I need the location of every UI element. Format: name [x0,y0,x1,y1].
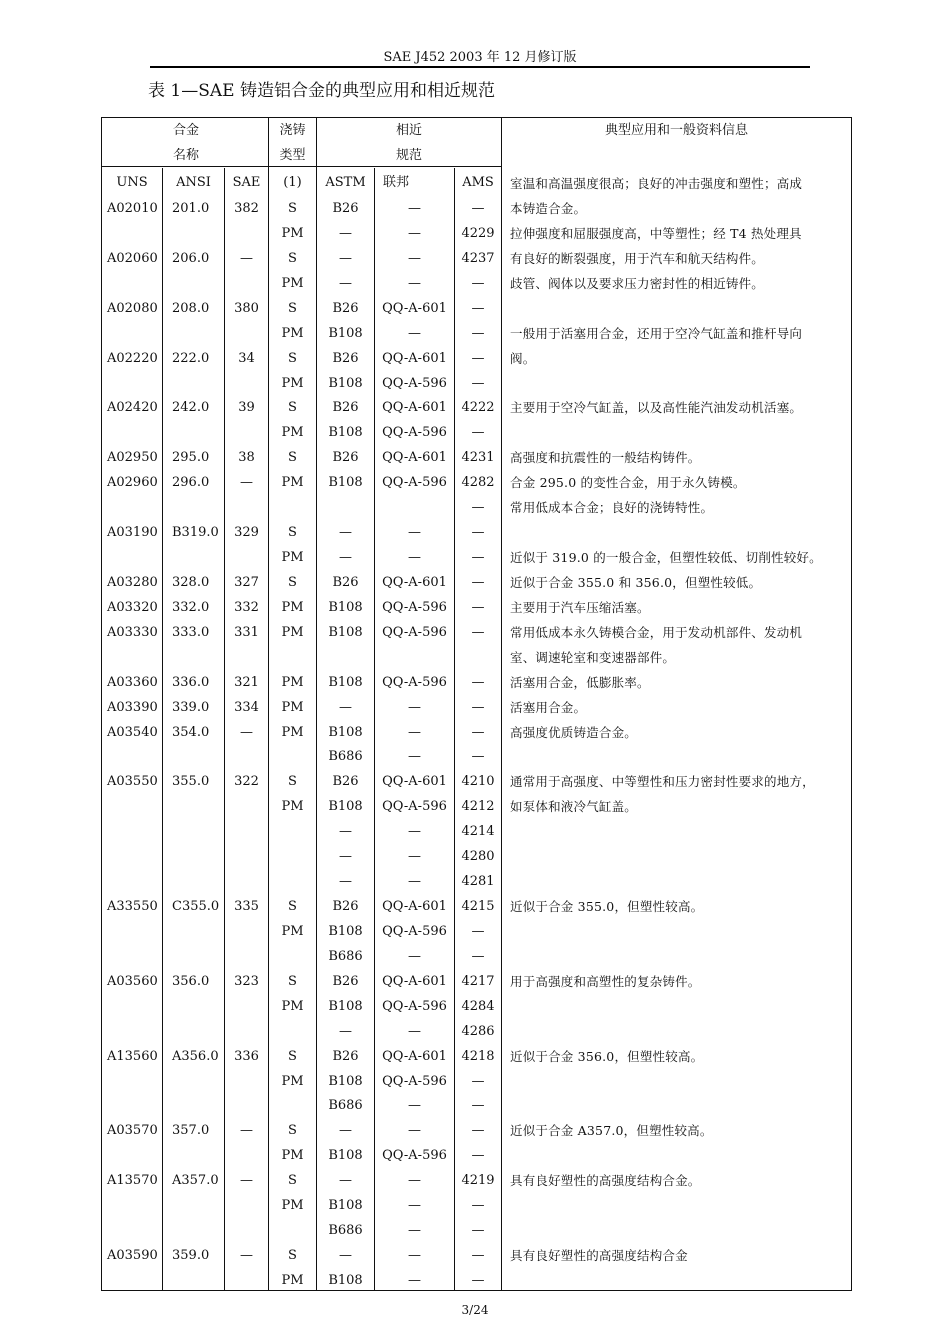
head-spec-line1: 相近 [395,123,422,138]
cell-ams: 4284 [461,999,495,1014]
cell-astm: B108 [328,999,363,1014]
cell-cast: S [288,351,297,366]
cell-astm: — [339,874,352,889]
cell-application-note: 用于高强度和高塑性的复杂铸件。 [510,974,701,989]
cell-sae: 329 [234,525,259,540]
cell-federal: QQ-A-596 [382,425,447,440]
cell-ams: — [471,600,485,615]
subhead-ansi: ANSI [176,175,211,190]
cell-federal: — [408,1173,421,1188]
cell-astm: B108 [328,924,363,939]
cell-uns: A03390 [107,700,158,715]
cell-ansi: 296.0 [172,475,210,490]
cell-cast: PM [281,625,304,640]
cell-astm: B26 [332,400,359,415]
cell-cast: PM [281,725,304,740]
cell-federal: QQ-A-596 [382,675,447,690]
cell-application-note: 主要用于空冷气缸盖，以及高性能汽油发动机活塞。 [510,400,803,415]
subhead-sae: SAE [232,175,261,190]
cell-federal: — [408,949,421,964]
cell-cast: PM [281,1148,304,1163]
cell-application-note: 一般用于活塞用合金，还用于空冷气缸盖和推杆导向 [510,326,803,341]
cell-ams: — [471,700,485,715]
cell-ams: 4212 [461,799,495,814]
cell-application-note: 具有良好塑性的高强度结构合金 [510,1248,688,1263]
cell-astm: — [339,550,352,565]
cell-ams: — [471,1074,485,1089]
cell-astm: B108 [328,600,363,615]
cell-federal: QQ-A-601 [382,1049,447,1064]
cell-sae: 334 [234,700,259,715]
cell-ansi: 359.0 [172,1248,210,1263]
cell-ansi: 356.0 [172,974,210,989]
cell-astm: B26 [332,774,359,789]
cell-cast: PM [281,924,304,939]
cell-ams: 4214 [461,824,495,839]
cell-ams: — [471,575,485,590]
cell-ams: — [471,625,485,640]
cell-sae: 331 [234,625,259,640]
cell-astm: — [339,1024,352,1039]
subhead-ams: AMS [462,175,494,190]
cell-uns: A02080 [107,301,158,316]
cell-application-note: 近似于合金 355.0，但塑性较高。 [510,899,704,914]
cell-federal: QQ-A-596 [382,376,447,391]
cell-federal: — [408,1098,421,1113]
cell-ams: 4286 [461,1024,495,1039]
cell-ams: — [471,1123,485,1138]
cell-astm: B108 [328,1148,363,1163]
cell-astm: — [339,849,352,864]
cell-cast: PM [281,326,304,341]
cell-federal: QQ-A-596 [382,799,447,814]
cell-astm: B686 [328,1098,363,1113]
cell-federal: QQ-A-601 [382,351,447,366]
cell-uns: A03360 [107,675,158,690]
cell-application-note: 歧管、阀体以及要求压力密封性的相近铸件。 [510,276,765,291]
cell-ansi: 336.0 [172,675,210,690]
cell-application-note: 高强度优质铸造合金。 [510,725,638,740]
cell-cast: PM [281,799,304,814]
cell-cast: S [288,525,297,540]
cell-sae: 38 [238,450,255,465]
cell-cast: S [288,201,297,216]
cell-ams: — [471,351,485,366]
cell-ams: 4210 [461,774,495,789]
cell-ams: 4222 [461,400,495,415]
cell-astm: — [339,824,352,839]
cell-astm: B108 [328,326,363,341]
cell-federal: QQ-A-601 [382,400,447,415]
cell-uns: A03590 [107,1248,158,1263]
cell-astm: B26 [332,899,359,914]
cell-ams: — [471,1223,485,1238]
cell-ams: — [471,326,485,341]
cell-sae: 327 [234,575,259,590]
cell-ams: — [471,1273,485,1288]
cell-uns: A03570 [107,1123,158,1138]
cell-application-note: 本铸造合金。 [510,201,587,216]
cell-astm: — [339,1173,352,1188]
subhead-federal: 联邦 [383,175,410,190]
cell-uns: A03280 [107,575,158,590]
cell-ams: — [471,550,485,565]
cell-ansi: 242.0 [172,400,210,415]
cell-ams: 4280 [461,849,495,864]
cell-sae: 335 [234,899,259,914]
cell-uns: A02220 [107,351,158,366]
cell-ams: — [471,1148,485,1163]
cell-sae: 380 [234,301,259,316]
table-title: 表 1—SAE 铸造铝合金的典型应用和相近规范 [148,81,495,101]
cell-astm: B686 [328,749,363,764]
cell-ams: — [471,725,485,740]
cell-astm: B26 [332,575,359,590]
cell-sae: 382 [234,201,259,216]
cell-application-note: 如泵体和液冷气缸盖。 [510,799,638,814]
cell-sae: 39 [238,400,255,415]
cell-cast: PM [281,675,304,690]
cell-ams: 4219 [461,1173,495,1188]
cell-ansi: A357.0 [172,1173,219,1188]
cell-ams: — [471,425,485,440]
cell-federal: — [408,276,421,291]
cell-cast: S [288,1248,297,1263]
cell-application-note: 拉伸强度和屈服强度高，中等塑性；经 T4 热处理具 [510,226,802,241]
cell-cast: PM [281,376,304,391]
cell-sae: 336 [234,1049,259,1064]
page-number: 3/24 [461,1303,489,1317]
cell-ams: 4237 [461,251,495,266]
cell-ams: — [471,500,485,515]
cell-federal: — [408,326,421,341]
cell-astm: — [339,1248,352,1263]
subhead-cast: (1) [283,175,302,190]
cell-federal: QQ-A-601 [382,974,447,989]
cell-federal: — [408,1248,421,1263]
cell-ansi: A356.0 [172,1049,219,1064]
cell-federal: — [408,1198,421,1213]
page-header: SAE J452 2003 年 12 月修订版 [383,50,577,65]
cell-sae: — [240,1248,253,1263]
cell-uns: A02950 [107,450,158,465]
cell-ams: — [471,301,485,316]
cell-application-note: 常用低成本合金；良好的浇铸特性。 [510,500,714,515]
head-info: 典型应用和一般资料信息 [604,123,748,138]
cell-astm: B108 [328,1273,363,1288]
cell-federal: — [408,1223,421,1238]
cell-cast: S [288,974,297,989]
cell-astm: — [339,251,352,266]
cell-cast: PM [281,1273,304,1288]
cell-application-note: 具有良好塑性的高强度结构合金。 [510,1173,701,1188]
cell-application-note: 高强度和抗震性的一般结构铸件。 [510,450,701,465]
cell-cast: PM [281,425,304,440]
cell-astm: B108 [328,425,363,440]
cell-sae: 322 [234,774,259,789]
cell-application-note: 通常用于高强度、中等塑性和压力密封性要求的地方， [510,774,815,789]
cell-astm: B108 [328,675,363,690]
cell-cast: PM [281,700,304,715]
head-cast-line2: 类型 [279,148,306,163]
cell-federal: QQ-A-596 [382,1074,447,1089]
cell-ansi: 295.0 [172,450,210,465]
cell-ansi: 328.0 [172,575,210,590]
cell-federal: — [408,201,421,216]
cell-uns: A13560 [107,1049,158,1064]
cell-cast: PM [281,550,304,565]
cell-ansi: 333.0 [172,625,210,640]
cell-sae: 332 [234,600,259,615]
cell-ansi: 354.0 [172,725,210,740]
cell-application-note: 室、调速轮室和变速器部件。 [510,650,676,665]
cell-application-note: 近似于合金 356.0，但塑性较高。 [510,1049,704,1064]
cell-ansi: C355.0 [172,899,220,914]
cell-uns: A33550 [107,899,158,914]
cell-sae: — [240,251,253,266]
cell-federal: — [408,550,421,565]
cell-ansi: 339.0 [172,700,210,715]
cell-sae: 323 [234,974,259,989]
cell-federal: — [408,226,421,241]
cell-astm: — [339,1123,352,1138]
cell-sae: — [240,1173,253,1188]
cell-ams: — [471,376,485,391]
cell-application-note: 室温和高温强度很高；良好的冲击强度和塑性；高成 [510,176,803,191]
cell-ams: — [471,949,485,964]
head-alloy-line2: 名称 [172,148,199,163]
cell-uns: A03320 [107,600,158,615]
cell-cast: PM [281,226,304,241]
cell-federal: QQ-A-596 [382,924,447,939]
cell-cast: PM [281,1198,304,1213]
cell-ams: — [471,276,485,291]
cell-cast: S [288,450,297,465]
cell-federal: — [408,824,421,839]
cell-astm: B26 [332,974,359,989]
cell-uns: A03330 [107,625,158,640]
cell-ams: — [471,675,485,690]
cell-cast: S [288,1123,297,1138]
cell-astm: — [339,226,352,241]
cell-cast: S [288,251,297,266]
cell-uns: A02960 [107,475,158,490]
cell-federal: QQ-A-601 [382,575,447,590]
cell-federal: — [408,749,421,764]
cell-sae: — [240,725,253,740]
cell-ams: 4215 [461,899,495,914]
cell-ams: — [471,749,485,764]
subhead-uns: UNS [116,175,148,190]
cell-federal: QQ-A-601 [382,774,447,789]
cell-application-note: 主要用于汽车压缩活塞。 [510,600,650,615]
cell-ansi: 357.0 [172,1123,210,1138]
head-alloy-line1: 合金 [172,123,199,138]
cell-astm: — [339,700,352,715]
cell-cast: PM [281,276,304,291]
cell-ams: — [471,1198,485,1213]
cell-federal: — [408,1273,421,1288]
cell-astm: B108 [328,799,363,814]
cell-ansi: 206.0 [172,251,210,266]
cell-cast: S [288,301,297,316]
cell-astm: B108 [328,725,363,740]
cell-uns: A03560 [107,974,158,989]
cell-ams: — [471,1098,485,1113]
cell-uns: A03190 [107,525,158,540]
cell-federal: — [408,849,421,864]
cell-ansi: 355.0 [172,774,210,789]
cell-astm: B108 [328,1074,363,1089]
cell-astm: B686 [328,1223,363,1238]
cell-federal: — [408,525,421,540]
cell-ams: 4229 [461,226,495,241]
cell-astm: B108 [328,1198,363,1213]
cell-astm: B26 [332,301,359,316]
cell-ansi: 222.0 [172,351,210,366]
cell-ams: — [471,924,485,939]
cell-federal: — [408,1123,421,1138]
cell-uns: A02420 [107,400,158,415]
subhead-astm: ASTM [325,175,366,190]
cell-federal: — [408,874,421,889]
cell-cast: S [288,899,297,914]
cell-uns: A02010 [107,201,158,216]
head-spec-line2: 规范 [395,148,422,163]
cell-cast: S [288,575,297,590]
cell-uns: A03540 [107,725,158,740]
cell-astm: B108 [328,625,363,640]
cell-ams: — [471,525,485,540]
cell-application-note: 常用低成本永久铸模合金，用于发动机部件、发动机 [510,625,803,640]
cell-federal: QQ-A-596 [382,625,447,640]
cell-uns: A03550 [107,774,158,789]
cell-application-note: 近似于合金 355.0 和 356.0，但塑性较低。 [510,575,762,590]
cell-federal: — [408,725,421,740]
cell-ams: 4281 [461,874,495,889]
cell-ams: 4231 [461,450,495,465]
cell-uns: A02060 [107,251,158,266]
cell-cast: PM [281,1074,304,1089]
cell-ams: 4217 [461,974,495,989]
cell-ams: 4218 [461,1049,495,1064]
cell-uns: A13570 [107,1173,158,1188]
cell-application-note: 活塞用合金，低膨胀率。 [510,675,650,690]
cell-ansi: 201.0 [172,201,210,216]
cell-federal: QQ-A-596 [382,475,447,490]
cell-cast: S [288,1173,297,1188]
cell-cast: S [288,400,297,415]
cell-astm: B26 [332,1049,359,1064]
cell-astm: — [339,276,352,291]
cell-cast: S [288,1049,297,1064]
cell-cast: PM [281,475,304,490]
cell-application-note: 近似于 319.0 的一般合金，但塑性较低、切削性较好。 [510,550,822,565]
cell-ansi: 332.0 [172,600,210,615]
cell-astm: B26 [332,201,359,216]
cell-application-note: 有良好的断裂强度，用于汽车和航天结构件。 [510,251,765,266]
cell-sae: 321 [234,675,259,690]
cell-sae: — [240,1123,253,1138]
cell-ansi: B319.0 [172,525,219,540]
cell-sae: — [240,475,253,490]
cell-astm: — [339,525,352,540]
cell-application-note: 活塞用合金。 [510,700,587,715]
cell-astm: B26 [332,351,359,366]
cell-federal: QQ-A-601 [382,899,447,914]
cell-cast: PM [281,999,304,1014]
cell-federal: QQ-A-601 [382,450,447,465]
head-cast-line1: 浇铸 [279,123,306,138]
cell-astm: B108 [328,376,363,391]
cell-application-note: 阀。 [510,351,536,366]
cell-federal: QQ-A-596 [382,999,447,1014]
cell-astm: B108 [328,475,363,490]
cell-sae: 34 [238,351,255,366]
cell-cast: PM [281,600,304,615]
cell-federal: — [408,1024,421,1039]
cell-federal: QQ-A-596 [382,600,447,615]
cell-federal: — [408,251,421,266]
cell-federal: — [408,700,421,715]
cell-federal: QQ-A-596 [382,1148,447,1163]
cell-ams: — [471,1248,485,1263]
cell-ansi: 208.0 [172,301,210,316]
cell-astm: B686 [328,949,363,964]
cell-federal: QQ-A-601 [382,301,447,316]
cell-ams: 4282 [461,475,495,490]
cell-application-note: 合金 295.0 的变性合金，用于永久铸模。 [510,475,746,490]
cell-application-note: 近似于合金 A357.0，但塑性较高。 [510,1123,713,1138]
cell-ams: — [471,201,485,216]
cell-astm: B26 [332,450,359,465]
cell-cast: S [288,774,297,789]
